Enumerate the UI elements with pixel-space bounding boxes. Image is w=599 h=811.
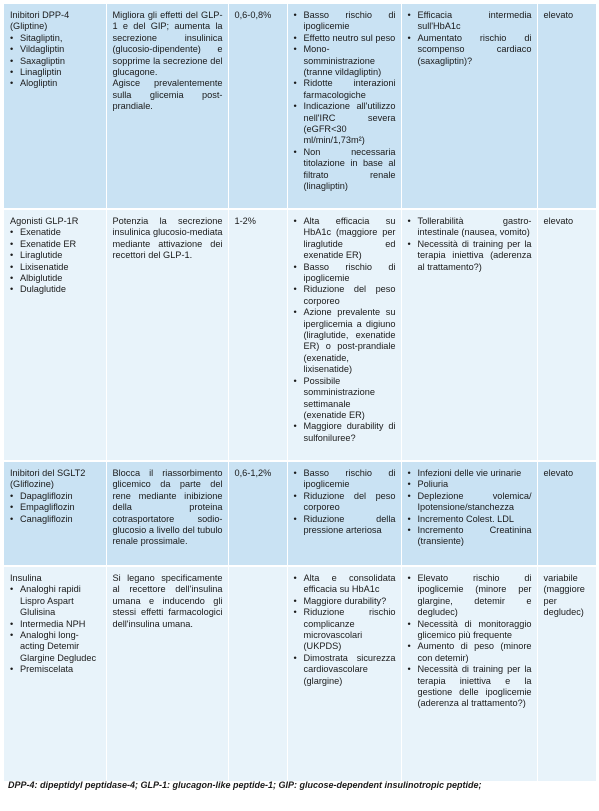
list-item: • Dulaglutide: [10, 284, 101, 295]
advantages-list: [294, 573, 396, 687]
drug-list: [10, 33, 101, 90]
list-item: • Efficacia intermedia sull'HbA1c: [408, 10, 532, 33]
list-item: • Necessità di training per la terapia iniettiva (aderenza al trattamento?): [408, 239, 532, 273]
mechanism-cell: [106, 209, 228, 461]
list-item: • Lixisenatide: [10, 262, 101, 273]
drug-list: [10, 491, 101, 525]
list-item: • Maggiore durability?: [294, 596, 396, 607]
list-item: • Sitagliptin,: [10, 33, 101, 44]
disadvantages-list: [408, 468, 532, 548]
list-item: • Effetto neutro sul peso: [294, 33, 396, 44]
list-item: • Alogliptin: [10, 78, 101, 89]
list-item: • Dapagliflozin: [10, 491, 101, 502]
drug-class-name: (Gliptine): [10, 21, 48, 32]
mechanism-text: Si legano specificamente al recettore dell'insulina umana e inducendo gli stessi effetti farmacologici dell'insulina umana.: [112, 573, 223, 629]
advantages-cell: [287, 461, 401, 566]
list-item: • Linagliptin: [10, 67, 101, 78]
advantages-cell: [287, 209, 401, 461]
list-item: • Riduzione della pressione arteriosa: [294, 514, 396, 537]
table-row: [4, 209, 596, 461]
disadvantages-cell: [401, 209, 537, 461]
list-item: • Incremento Creatinina (transiente): [408, 525, 532, 548]
list-item: • Elevato rischio di ipoglicemie (minore per glargine, detemir e degludec): [408, 573, 532, 619]
mechanism-cell: [106, 461, 228, 566]
drug-class-name: Insulina: [10, 573, 42, 583]
list-item: • Premiscelata: [10, 664, 101, 675]
list-item: • Mono-somministrazione (tranne vildagliptin): [294, 44, 396, 78]
list-item: • Alta e consolidata efficacia su HbA1c: [294, 573, 396, 596]
disadvantages-cell: [401, 461, 537, 566]
drug-class-cell: [4, 461, 106, 566]
disadvantages-cell: [401, 4, 537, 209]
mechanism-text: Agisce prevalentemente sulla glicemia post-prandiale.: [112, 78, 223, 112]
mechanism-cell: [106, 566, 228, 781]
advantages-list: [294, 468, 396, 536]
drug-classes-table: [4, 4, 596, 781]
mechanism-text: Blocca il riassorbimento glicemico da parte del rene mediante inibizione della proteina cotrasportatore sodio-glucosio a livello del tubulo renale prossimale.: [112, 468, 223, 547]
drug-class-cell: [4, 209, 106, 461]
list-item: • Analoghi long-acting Detemir Glargine Degludec: [10, 630, 101, 664]
list-item: • Azione prevalente su iperglicemia a digiuno (liraglutide, exenatide ER) o post-prandiale (exenatide, lixisenatide): [294, 307, 396, 375]
hba1c-cell: [228, 566, 287, 781]
list-item: • Canagliflozin: [10, 514, 101, 525]
table-row: [4, 566, 596, 781]
list-item: • Ridotte interazioni farmacologiche: [294, 78, 396, 101]
table-row: [4, 461, 596, 566]
list-item: • Exenatide: [10, 227, 101, 238]
drug-class-name: Agonisti GLP-1R: [10, 216, 79, 226]
hba1c-cell: 1-2%: [228, 209, 287, 461]
drug-list: [10, 227, 101, 295]
list-item: • Maggiore durability di sulfoniluree?: [294, 421, 396, 444]
list-item: • Incremento Colest. LDL: [408, 514, 532, 525]
list-item: • Analoghi rapidi Lispro Aspart Glulisina: [10, 584, 101, 618]
advantages-list: [294, 10, 396, 193]
list-item: • Exenatide ER: [10, 239, 101, 250]
disadvantages-list: [408, 216, 532, 273]
advantages-cell: [287, 566, 401, 781]
cost-cell: elevato: [537, 209, 596, 461]
list-item: • Riduzione del peso corporeo: [294, 284, 396, 307]
list-item: • Alta efficacia su HbA1c (maggiore per liraglutide ed exenatide ER): [294, 216, 396, 262]
list-item: • Tollerabilità gastro-intestinale (nausea, vomito): [408, 216, 532, 239]
mechanism-text: Potenzia la secrezione insulinica glucosio-mediata mediante attivazione dei recettori del GLP-1.: [112, 216, 223, 261]
list-item: • Deplezione volemica/ Ipotensione/stanchezza: [408, 491, 532, 514]
list-item: • Saxagliptin: [10, 56, 101, 67]
drug-class-name: Inibitori DPP-4: [10, 10, 70, 20]
hba1c-cell: 0,6-1,2%: [228, 461, 287, 566]
drug-class-name: Inibitori del SGLT2 (Gliflozine): [10, 468, 86, 490]
list-item: • Non necessaria titolazione in base al filtrato renale (linagliptin): [294, 147, 396, 193]
footnote: DPP-4: dipeptidyl peptidase-4; GLP-1: glucagon-like peptide-1; GIP: glucose-dependent insulinotropic peptide;: [8, 780, 482, 790]
disadvantages-list: [408, 573, 532, 710]
cost-cell: elevato: [537, 4, 596, 209]
list-item: • Basso rischio di ipoglicemie: [294, 262, 396, 285]
list-item: • Liraglutide: [10, 250, 101, 261]
list-item: • Basso rischio di ipoglicemie: [294, 468, 396, 491]
mechanism-text: Migliora gli effetti del GLP-1 e del GIP; aumenta la secrezione insulinica (glucosio-dipendente) e sopprime la secrezione del glucagone.: [112, 10, 223, 78]
mechanism-cell: [106, 4, 228, 209]
list-item: • Albiglutide: [10, 273, 101, 284]
list-item: • Riduzione del peso corporeo: [294, 491, 396, 514]
list-item: • Intermedia NPH: [10, 619, 101, 630]
list-item: • Infezioni delle vie urinarie: [408, 468, 532, 479]
list-item: • Aumento di peso (minore con detemir): [408, 641, 532, 664]
drug-class-cell: [4, 566, 106, 781]
hba1c-cell: 0,6-0,8%: [228, 4, 287, 209]
list-item: • Indicazione all'utilizzo nell'IRC severa (eGFR<30 ml/min/1,73m²): [294, 101, 396, 147]
list-item: • Basso rischio di ipoglicemie: [294, 10, 396, 33]
list-item: • Dimostrata sicurezza cardiovascolare (glargine): [294, 653, 396, 687]
list-item: • Vildagliptin: [10, 44, 101, 55]
disadvantages-cell: [401, 566, 537, 781]
cost-cell: variabile (maggiore per degludec): [537, 566, 596, 781]
list-item: • Possibile somministrazione settimanale (exenatide ER): [294, 376, 396, 422]
cost-cell: elevato: [537, 461, 596, 566]
advantages-cell: [287, 4, 401, 209]
list-item: • Riduzione rischio complicanze microvascolari (UKPDS): [294, 607, 396, 653]
list-item: • Poliuria: [408, 479, 532, 490]
disadvantages-list: [408, 10, 532, 67]
list-item: • Aumentato rischio di scompenso cardiaco (saxagliptin)?: [408, 33, 532, 67]
advantages-list: [294, 216, 396, 444]
drug-class-cell: [4, 4, 106, 209]
list-item: • Necessità di training per la terapia iniettiva e la gestione delle ipoglicemie (aderenza al trattamento?): [408, 664, 532, 710]
list-item: • Empagliflozin: [10, 502, 101, 513]
table-row: [4, 4, 596, 209]
drug-list: [10, 584, 101, 675]
list-item: • Necessità di monitoraggio glicemico più frequente: [408, 619, 532, 642]
